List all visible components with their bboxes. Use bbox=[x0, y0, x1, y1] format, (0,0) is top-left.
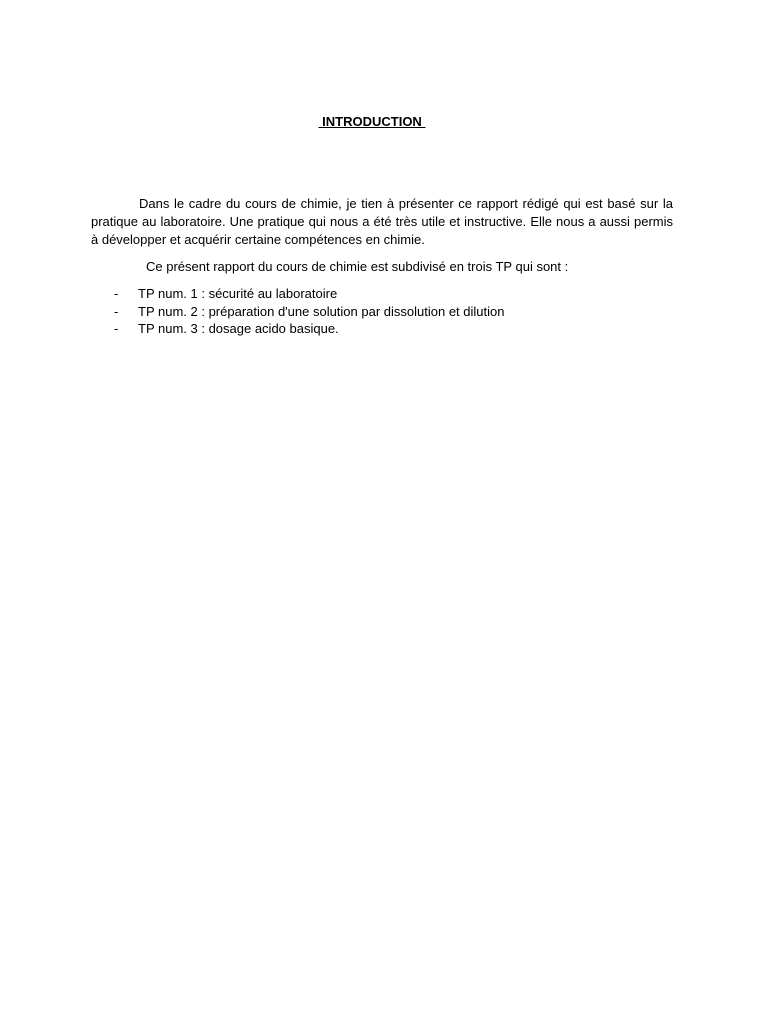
list-item-text: TP num. 2 : préparation d'une solution par dissolution et dilution bbox=[138, 303, 505, 319]
subdivision-paragraph: Ce présent rapport du cours de chimie est subdivisé en trois TP qui sont : bbox=[146, 259, 569, 274]
list-item bbox=[112, 320, 504, 338]
document-title: INTRODUCTION bbox=[318, 114, 426, 129]
bullet-dash: - bbox=[114, 303, 119, 319]
list-item bbox=[112, 285, 504, 303]
intro-paragraph: Dans le cadre du cours de chimie, je tien à présenter ce rapport rédigé qui est basé sur la pratique au laboratoire. Une pratique qui nous a été très utile et instructive. Elle nous a aussi permis à développer et acquérir certaine compétences en chimie. bbox=[91, 196, 673, 247]
bullet-dash: - bbox=[114, 286, 119, 301]
tp-list bbox=[112, 285, 504, 338]
list-item-text: TP num. 1 : sécurité au laboratoire bbox=[138, 286, 338, 301]
list-item bbox=[112, 303, 504, 321]
bullet-dash: - bbox=[114, 321, 119, 336]
list-item-text: TP num. 3 : dosage acido basique. bbox=[138, 321, 339, 336]
